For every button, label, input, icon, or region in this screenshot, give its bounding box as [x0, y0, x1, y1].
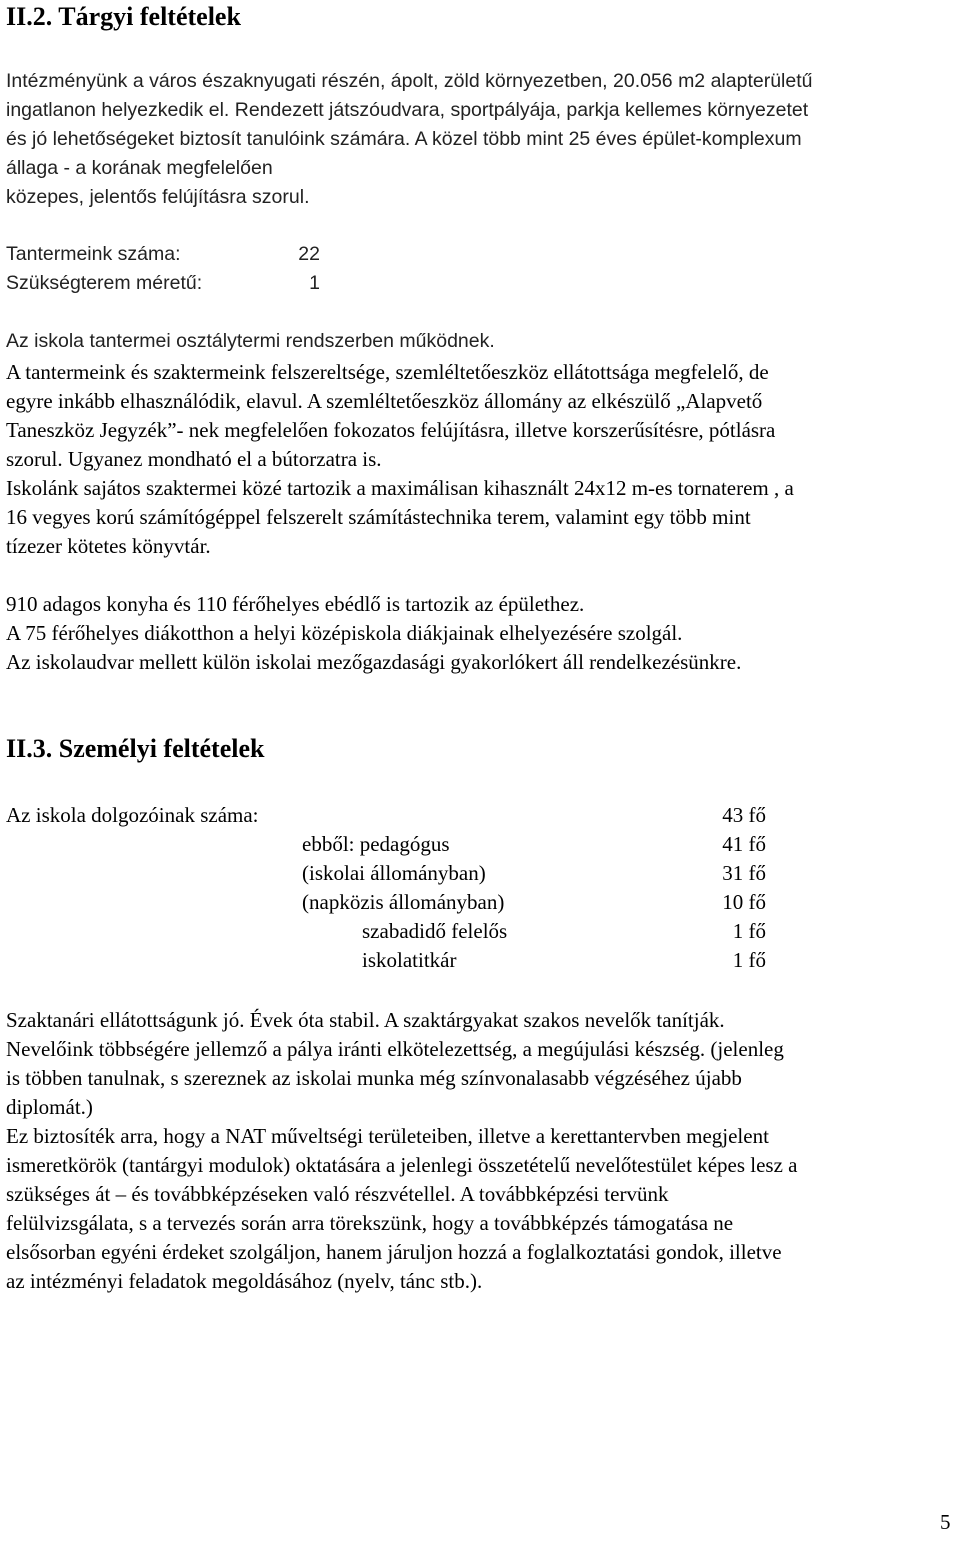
- closing-line: szükséges át – és továbbképzéseken való részvétellel. A továbbképzési tervünk: [6, 1182, 669, 1206]
- rooms-label: Tantermeink száma:: [6, 243, 181, 265]
- closing-line: ismeretkörök (tantárgyi modulok) oktatására a jelenlegi összetételű nevelőtestület képes lesz a: [6, 1153, 798, 1177]
- staff-value: 10 fő: [722, 890, 766, 914]
- section-heading-szemelyi: II.3. Személyi feltételek: [6, 734, 265, 763]
- staff-label: ebből: pedagógus: [302, 832, 450, 856]
- intro-line: állaga - a korának megfelelően: [6, 157, 273, 179]
- intro-line: közepes, jelentős felújításra szorul.: [6, 186, 310, 208]
- closing-line: Szaktanári ellátottságunk jó. Évek óta stabil. A szaktárgyakat szakos nevelők tanítják.: [6, 1008, 725, 1032]
- equipment-line: Iskolánk sajátos szaktermei közé tartozik a maximálisan kihasznált 24x12 m-es tornaterem , a: [6, 476, 794, 500]
- equipment-line: egyre inkább elhasználódik, elavul. A szemléltetőeszköz állomány az elkészülő „Alapvető: [6, 389, 763, 413]
- equipment-line: Taneszköz Jegyzék”- nek megfelelően fokozatos felújításra, illetve korszerűsítésre, pótlásra: [6, 418, 776, 442]
- closing-line: Nevelőink többségére jellemző a pálya iránti elkötelezettség, a megújulási készség. (jelenleg: [6, 1037, 784, 1061]
- closing-line: diplomát.): [6, 1095, 93, 1119]
- equipment-line: A tantermeink és szaktermeink felszereltsége, szemléltetőeszköz ellátottsága megfelelő, de: [6, 360, 769, 384]
- staff-value: 43 fő: [722, 803, 766, 827]
- rooms-value: 1: [309, 272, 320, 294]
- equipment-line: tízezer kötetes könyvtár.: [6, 534, 211, 558]
- facility-line: 910 adagos konyha és 110 férőhelyes ebédlő is tartozik az épülethez.: [6, 592, 585, 616]
- section-heading-targyi: II.2. Tárgyi feltételek: [6, 2, 241, 31]
- equipment-line: szorul. Ugyanez mondható el a bútorzatra is.: [6, 447, 382, 471]
- page-number: 5: [940, 1510, 951, 1534]
- intro-line: és jó lehetőségeket biztosít tanulóink számára. A közel több mint 25 éves épület-komplexum: [6, 128, 802, 150]
- staff-value: 1 fő: [732, 948, 766, 972]
- closing-line: elsősorban egyéni érdeket szolgáljon, hanem járuljon hozzá a foglalkoztatási gondok, illetve: [6, 1240, 782, 1264]
- staff-label: (napközis állományban): [302, 890, 505, 914]
- facility-line: Az iskolaudvar mellett külön iskolai mezőgazdasági gyakorlókert áll rendelkezésünkre.: [6, 650, 742, 674]
- staff-label: szabadidő felelős: [362, 919, 508, 943]
- staff-label: (iskolai állományban): [302, 861, 486, 885]
- staff-label: iskolatitkár: [362, 948, 457, 972]
- closing-line: felülvizsgálata, s a tervezés során arra törekszünk, hogy a továbbképzés támogatása ne: [6, 1211, 734, 1235]
- staff-value: 1 fő: [732, 919, 766, 943]
- rooms-value: 22: [298, 243, 320, 265]
- intro-line: Intézményünk a város északnyugati részén, ápolt, zöld környezetben, 20.056 m2 alapterületű: [6, 70, 813, 92]
- closing-line: is többen tanulnak, s szereznek az iskolai munka még színvonalasabb végzéséhez újabb: [6, 1066, 742, 1090]
- equipment-line: 16 vegyes korú számítógéppel felszerelt számítástechnika terem, valamint egy több mint: [6, 505, 751, 529]
- staff-value: 31 fő: [722, 861, 766, 885]
- rooms-label: Szükségterem méretű:: [6, 272, 203, 294]
- facility-line: A 75 férőhelyes diákotthon a helyi középiskola diákjainak elhelyezésére szolgál.: [6, 621, 683, 645]
- staff-value: 41 fő: [722, 832, 766, 856]
- staff-label: Az iskola dolgozóinak száma:: [6, 803, 259, 827]
- closing-line: az intézményi feladatok megoldásához (nyelv, tánc stb.).: [6, 1269, 483, 1293]
- intro-line: ingatlanon helyezkedik el. Rendezett játszóudvara, sportpályája, parkja kellemes környezetet: [6, 99, 809, 121]
- system-line: Az iskola tantermei osztálytermi rendszerben működnek.: [6, 330, 495, 352]
- closing-line: Ez biztosíték arra, hogy a NAT műveltségi területeiben, illetve a kerettantervben megjelent: [6, 1124, 769, 1148]
